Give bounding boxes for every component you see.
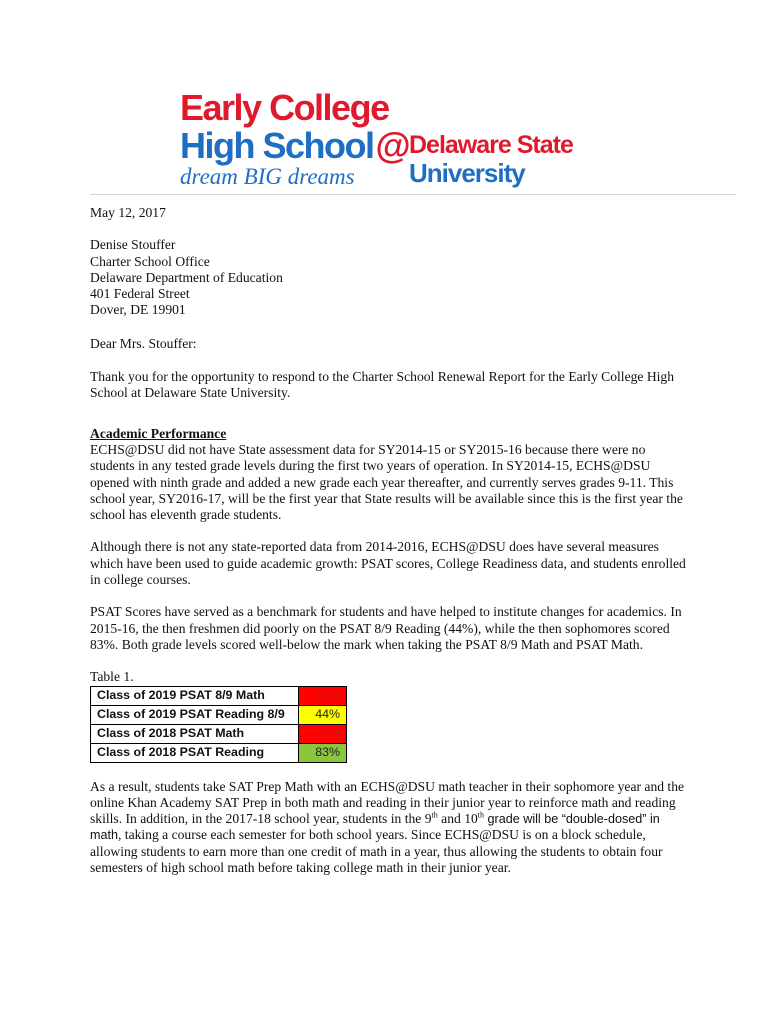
table-row-label: Class of 2019 PSAT 8/9 Math — [91, 686, 299, 705]
intro-paragraph: Thank you for the opportunity to respond to the Charter School Renewal Report for the Early College High School at Delaware State University. — [90, 369, 675, 401]
logo-delaware-state: Delaware State — [409, 131, 573, 159]
paragraph-sat-prep — [90, 779, 690, 877]
recipient-address — [90, 237, 690, 318]
table-row-value: 83% — [299, 743, 347, 762]
table-row — [91, 686, 347, 705]
table-row — [91, 705, 347, 724]
superscript-th-1: th — [431, 810, 438, 820]
letter-body — [90, 205, 690, 892]
table-row-value: 26% — [299, 724, 347, 743]
letterhead-logo — [180, 87, 600, 194]
paragraph-psat-scores: PSAT Scores have served as a benchmark for students and have helped to institute changes for academics. In 2015-16, the then freshmen did poorly on the PSAT 8/9 Reading (44%), while the then sophomores scored 83%. Both grade levels scored well-below the mark when taking the PSAT 8/9 Math and PSAT Math. — [90, 604, 682, 652]
sat-prep-text-2: and 10 — [437, 811, 478, 827]
recipient-name: Denise Stouffer — [90, 237, 176, 253]
logo-university: University — [409, 158, 525, 188]
superscript-th-2: th — [477, 810, 485, 820]
logo-tagline: dream BIG dreams — [180, 164, 355, 189]
table-row — [91, 724, 347, 743]
table-row-label: Class of 2018 PSAT Reading — [91, 743, 299, 762]
letterhead-divider — [90, 194, 736, 195]
sat-prep-text-1: As a result, students take SAT Prep Math with an ECHS@DSU math teacher in their sophomore year and the online Khan Academy SAT Prep in both math and reading in their junior year to reinforce math and reading skills. In addition, in the 2017-18 school year, students in the 9 — [90, 778, 685, 827]
paragraph-state-assessment: ECHS@DSU did not have State assessment data for SY2014-15 or SY2015-16 because there were no students in any tested grade levels during the first two years of operation. In SY2014-15, ECHS@DSU opened with ninth grade and added a new grade each year thereafter, and currently serves grades 9-11. This school year, SY2016-17, will be the first year that State results will be available since this is the first year the school has eleventh grade students. — [90, 441, 683, 523]
section-heading: Academic Performance — [90, 425, 227, 441]
recipient-street: 401 Federal Street — [90, 286, 190, 302]
sat-prep-text-4: , taking a course each semester for both school years. Since ECHS@DSU is on a block schedule, allowing students to earn more than one credit of math in a year, thus allowing the students to obtain four semesters of high school math before taking college math in their junior year. — [90, 827, 663, 876]
logo-at-symbol: @ — [375, 125, 410, 166]
recipient-department: Delaware Department of Education — [90, 269, 283, 285]
logo-high-school-row — [180, 125, 410, 166]
recipient-city: Dover, DE 19901 — [90, 302, 186, 318]
letter-date: May 12, 2017 — [90, 205, 166, 220]
table-row-value: 44% — [299, 705, 347, 724]
sat-prep-text-3: grade will be “double-dosed” in math — [90, 812, 660, 843]
table-row — [91, 743, 347, 762]
table-caption: Table 1. — [90, 669, 134, 685]
logo-early-college: Early College — [180, 87, 389, 128]
salutation: Dear Mrs. Stouffer: — [90, 335, 197, 351]
logo-high-school: High School — [180, 125, 374, 166]
table-row-value: 39% — [299, 686, 347, 705]
paragraph-measures: Although there is not any state-reported data from 2014-2016, ECHS@DSU does have several measures which have been used to guide academic growth: PSAT scores, College Readiness data, and students enrolled in college courses. — [90, 539, 686, 588]
table-row-label: Class of 2019 PSAT Reading 8/9 — [91, 705, 299, 724]
recipient-office: Charter School Office — [90, 253, 210, 269]
table-row-label: Class of 2018 PSAT Math — [91, 724, 299, 743]
psat-score-table — [90, 686, 347, 763]
